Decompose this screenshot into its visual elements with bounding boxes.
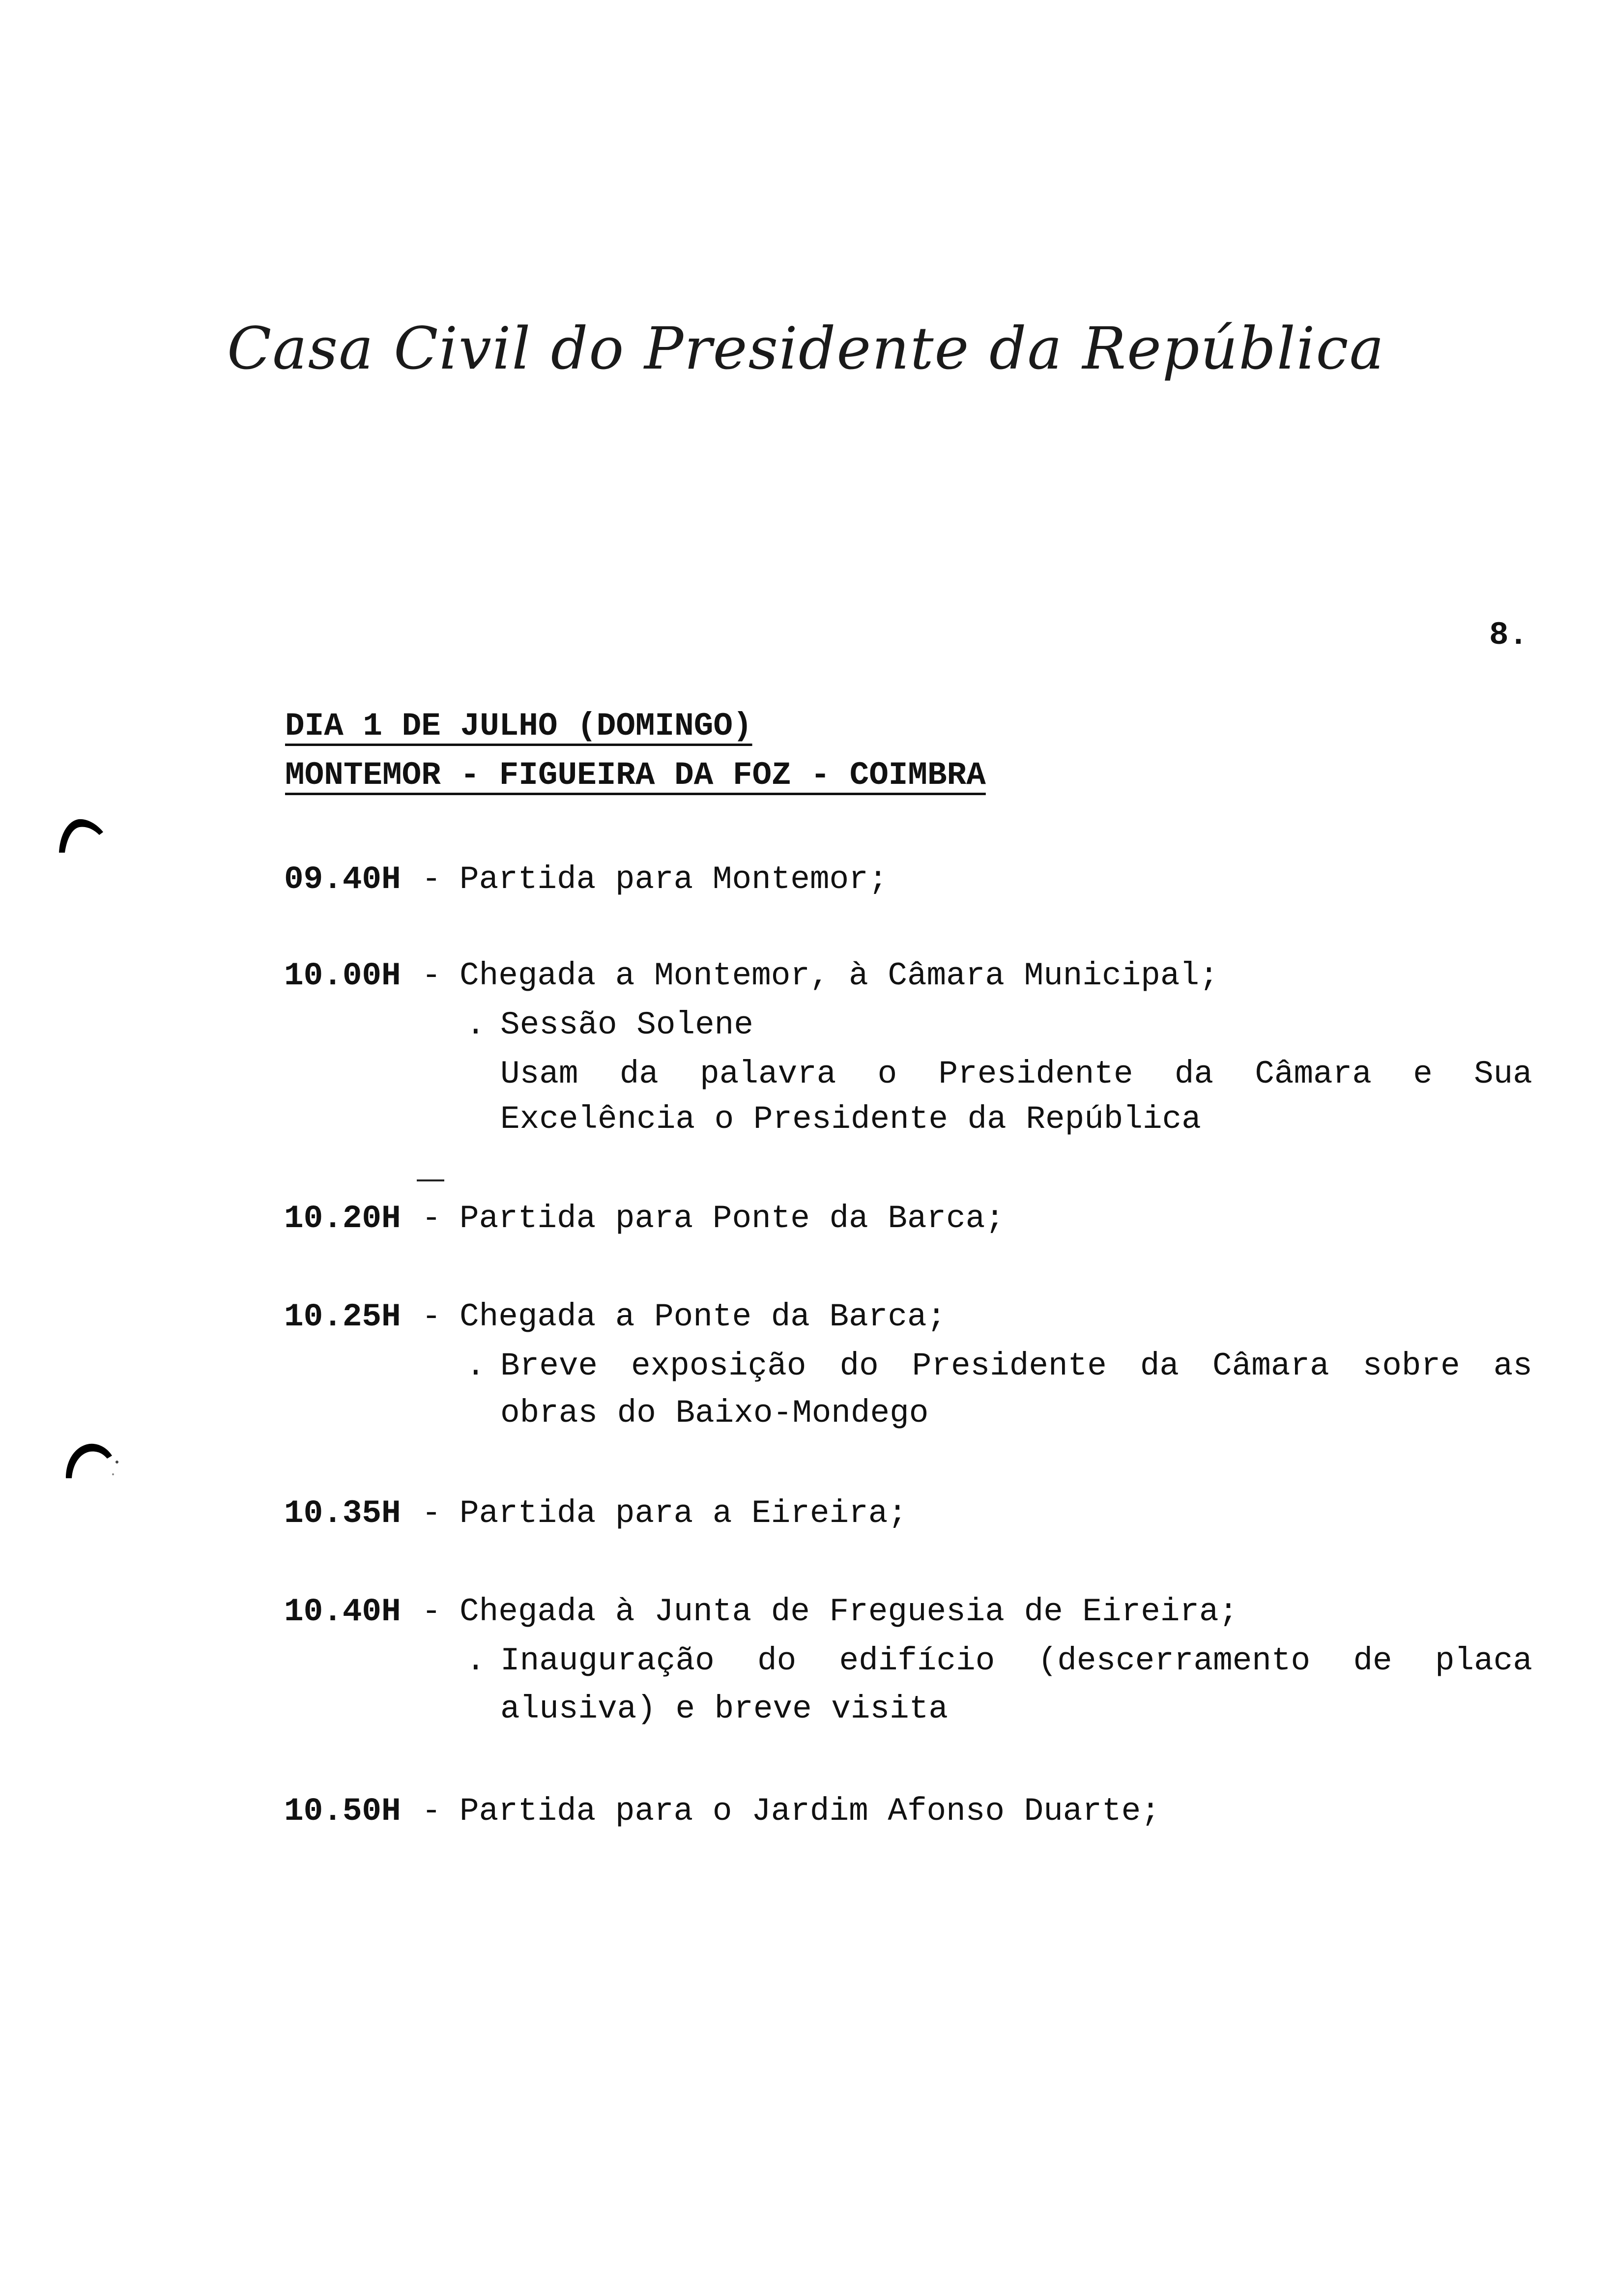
hole-punch-mark-top <box>54 813 108 858</box>
bullet-word: sobre <box>1362 1348 1460 1384</box>
schedule-time: 10.35H <box>284 1495 401 1532</box>
hole-punch-mark-bottom <box>59 1435 123 1484</box>
detail-word: o <box>877 1056 897 1092</box>
schedule-text: Chegada à Junta de Freguesia de Eireira; <box>460 1593 1238 1630</box>
schedule-time: 10.50H <box>284 1793 401 1830</box>
schedule-text: Partida para Ponte da Barca; <box>460 1200 1005 1237</box>
schedule-text: Partida para a Eireira; <box>460 1495 907 1532</box>
schedule-detail-line: Excelência o Presidente da República <box>500 1101 1201 1138</box>
bullet-word: Presidente <box>912 1348 1107 1384</box>
bullet-word: da <box>1140 1348 1180 1384</box>
detail-word: e <box>1413 1056 1433 1092</box>
route-heading: MONTEMOR - FIGUEIRA DA FOZ - COIMBRA <box>285 757 986 794</box>
bullet-word: placa <box>1435 1642 1532 1679</box>
bullet-dot: . <box>466 1006 486 1043</box>
detail-word: Sua <box>1474 1056 1532 1092</box>
bullet-dot: . <box>466 1348 486 1384</box>
detail-word: palavra <box>700 1056 836 1092</box>
detail-word: da <box>619 1056 659 1092</box>
schedule-time: 10.40H <box>284 1593 401 1630</box>
separator-dash: - <box>422 1298 441 1335</box>
separator-dash: - <box>422 1495 441 1532</box>
detail-word: Usam <box>500 1056 578 1092</box>
bullet-word: Inauguração <box>500 1642 715 1679</box>
separator-dash: - <box>422 957 441 994</box>
bullet-word: Breve <box>500 1348 598 1384</box>
schedule-time: 10.20H <box>284 1200 401 1237</box>
separator-dash: - <box>422 1200 441 1237</box>
stray-dash-mark <box>417 1179 444 1181</box>
bullet-word: do <box>839 1348 879 1384</box>
bullet-word: Câmara <box>1212 1348 1329 1384</box>
day-heading: DIA 1 DE JULHO (DOMINGO) <box>285 708 752 745</box>
separator-dash: - <box>422 861 441 898</box>
schedule-bullet-line <box>500 1348 1532 1384</box>
schedule-bullet-line <box>500 1642 1532 1679</box>
bullet-word: edifício <box>839 1642 995 1679</box>
detail-word: Presidente <box>938 1056 1133 1092</box>
schedule-detail-line <box>500 1056 1532 1092</box>
separator-dash: - <box>422 1793 441 1830</box>
schedule-bullet-line: obras do Baixo-Mondego <box>500 1395 929 1432</box>
schedule-text: Chegada a Ponte da Barca; <box>460 1298 947 1335</box>
bullet-word: (descerramento <box>1037 1642 1311 1679</box>
letterhead: Casa Civil do Presidente da República <box>227 315 1385 382</box>
bullet-word: de <box>1353 1642 1392 1679</box>
schedule-bullet-line: alusiva) e breve visita <box>500 1691 948 1727</box>
page-number: 8. <box>1489 617 1528 654</box>
bullet-word: do <box>757 1642 797 1679</box>
schedule-text: Partida para o Jardim Afonso Duarte; <box>460 1793 1160 1830</box>
schedule-time: 10.25H <box>284 1298 401 1335</box>
schedule-text: Partida para Montemor; <box>460 861 888 898</box>
schedule-text: Chegada a Montemor, à Câmara Municipal; <box>460 957 1219 994</box>
detail-word: Câmara <box>1255 1056 1372 1092</box>
detail-word: da <box>1174 1056 1214 1092</box>
separator-dash: - <box>422 1593 441 1630</box>
schedule-time: 09.40H <box>284 861 401 898</box>
bullet-word: exposição <box>631 1348 806 1384</box>
schedule-time: 10.00H <box>284 957 401 994</box>
bullet-dot: . <box>466 1642 486 1679</box>
schedule-bullet: Sessão Solene <box>500 1006 753 1043</box>
bullet-word: as <box>1493 1348 1532 1384</box>
